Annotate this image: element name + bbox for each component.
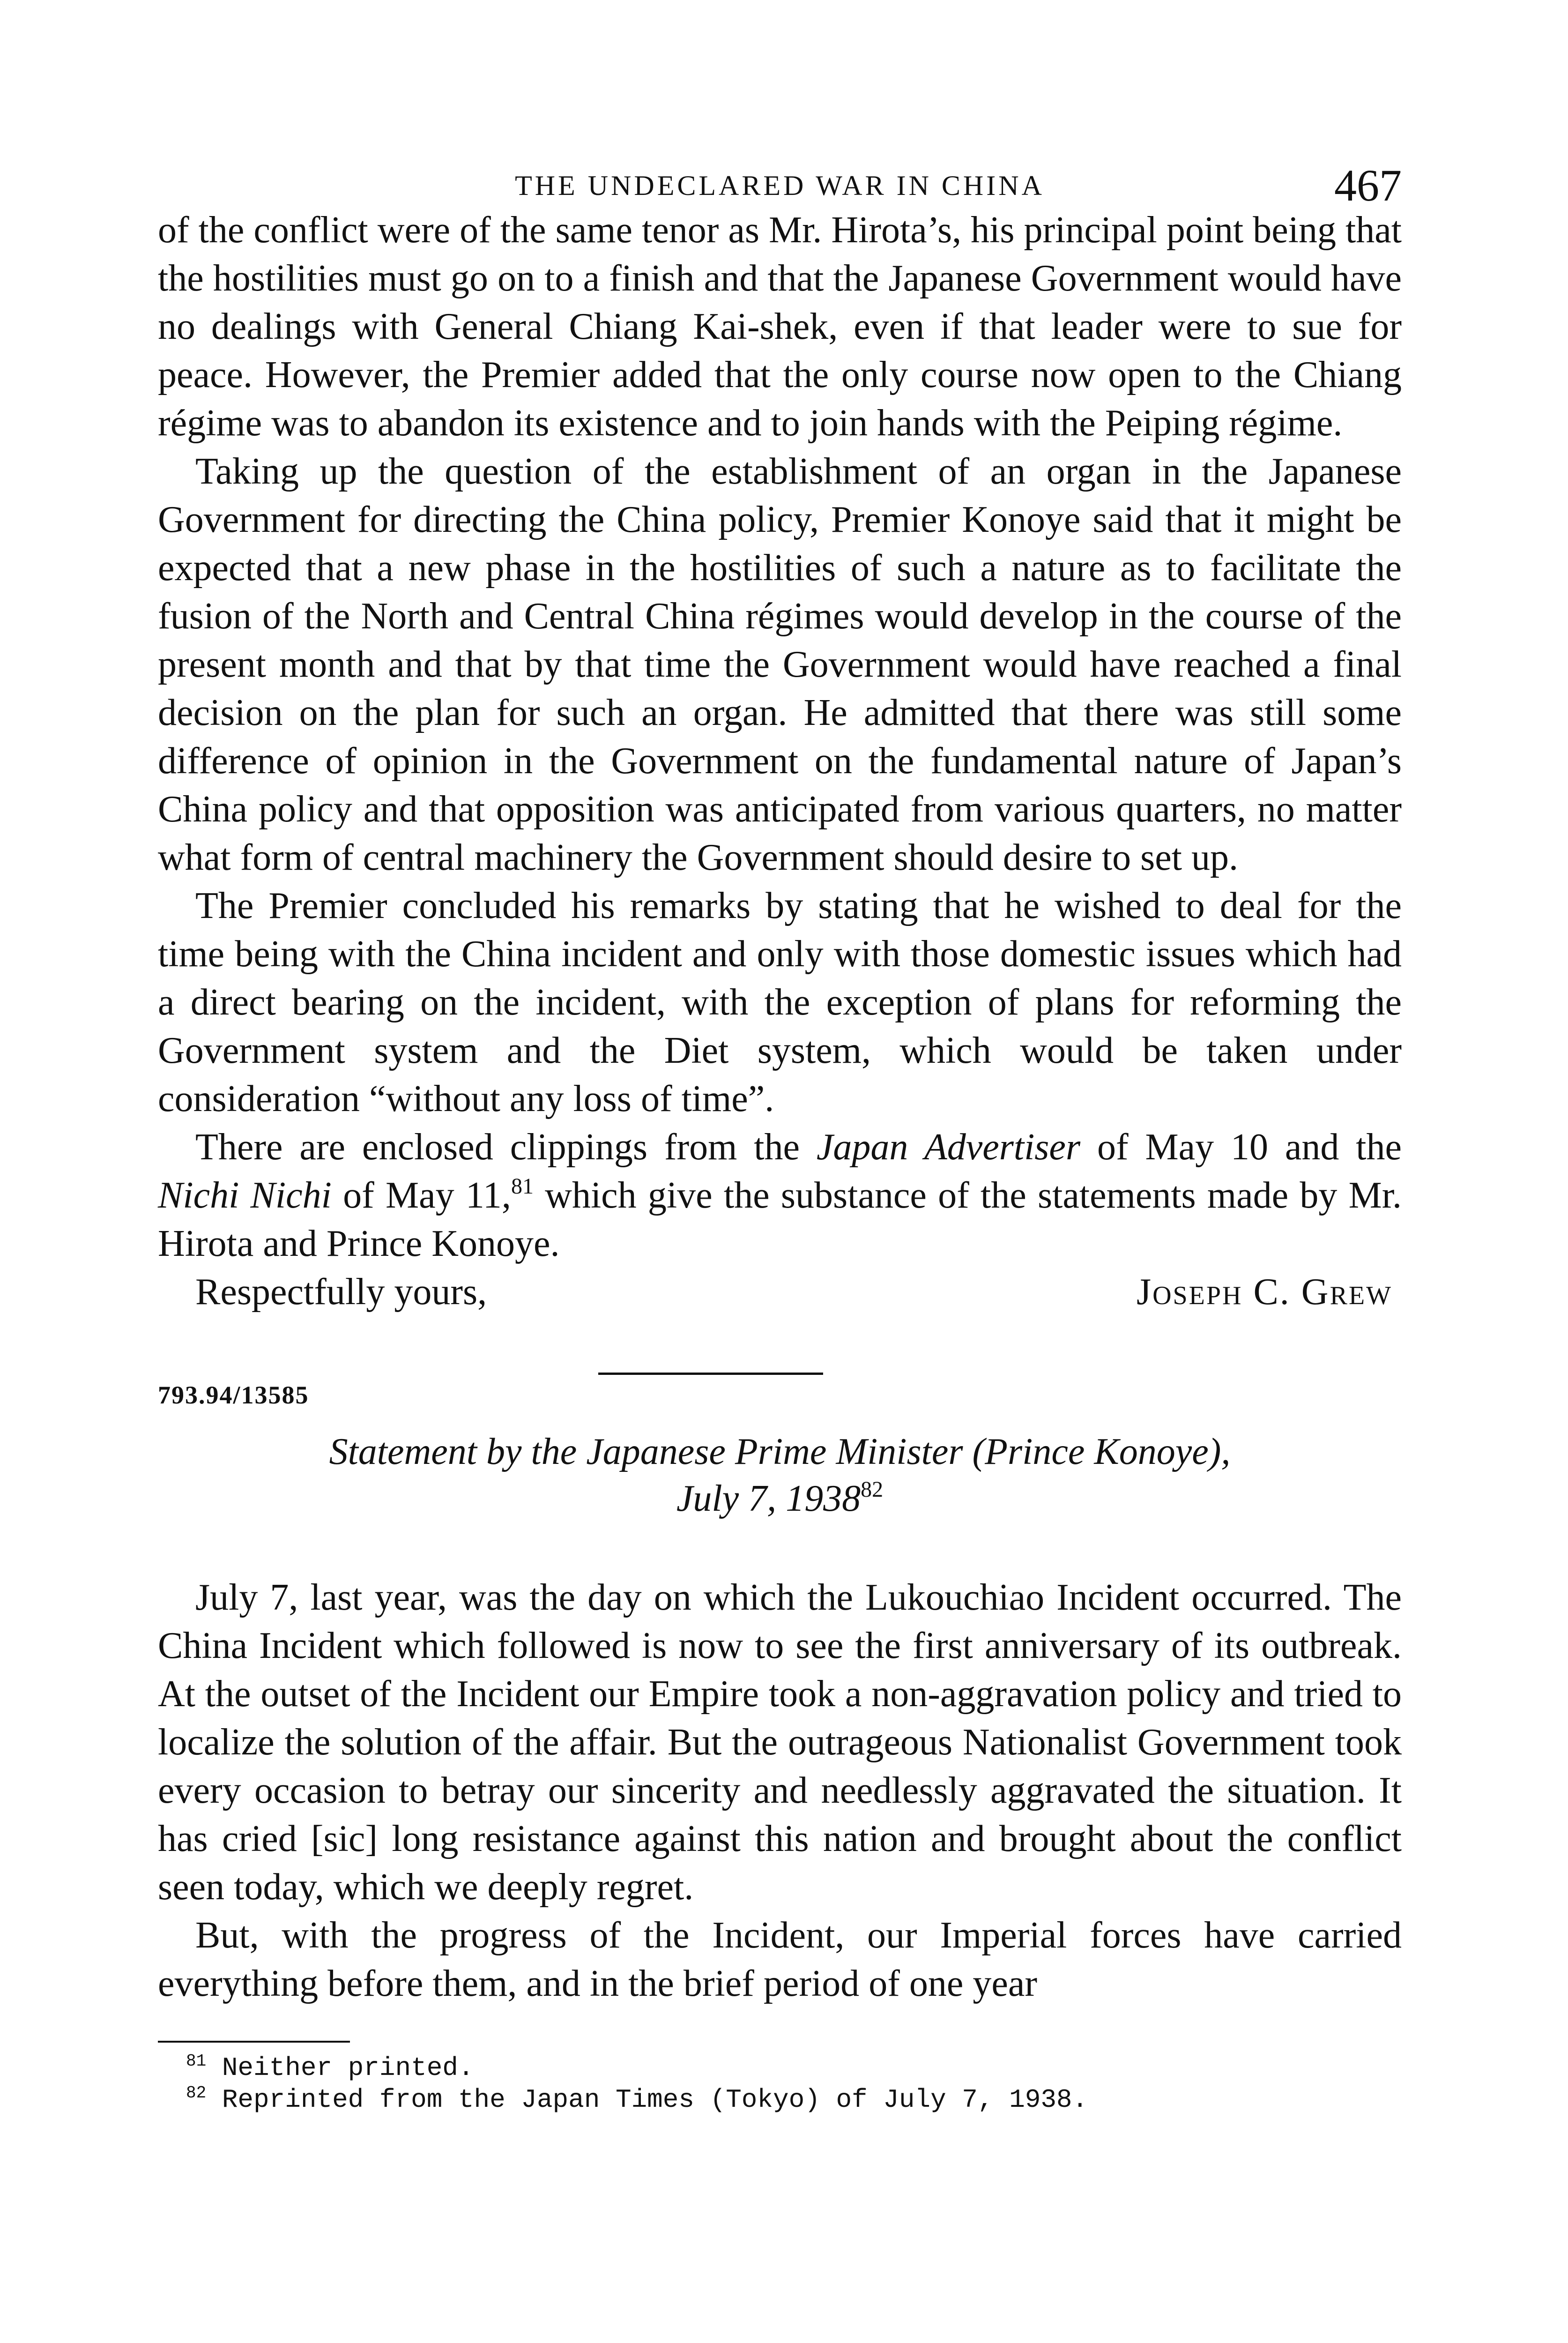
enclosure-text: of May 11, xyxy=(331,1175,511,1216)
signature: Joseph C. Grew xyxy=(1136,1271,1392,1313)
enclosure-text: There are enclosed clippings from the xyxy=(195,1127,817,1168)
closing: Respectfully yours, xyxy=(195,1271,487,1313)
enclosure-text: which give the substance of the statements made by Mr. Hirota and Prince Konoye. xyxy=(158,1175,1402,1264)
title-date: July 7, 1938 xyxy=(676,1478,861,1519)
paragraph: Taking up the question of the establishment of an organ in the Japanese Government for directing the China policy, Premier Konoye said that it might be expected that a new phase in the hostilities of such a nature as to facilitate the fusion of the North and Central China régimes would develop in the course of the present month and that by that time the Government would have reached a final decision on the plan for such an organ. He admitted that there was still some difference of opinion in the Government on the fundamental nature of Japan’s China policy and that opposition was anticipated from various quarters, no matter what form of central machinery the Government should desire to set up. xyxy=(158,451,1402,878)
footnote-ref: 82 xyxy=(861,1477,884,1502)
footnotes xyxy=(158,2052,1402,2116)
closing-line xyxy=(158,1268,1402,1316)
footnote-text: Neither printed. xyxy=(222,2053,474,2083)
footnote xyxy=(158,2084,1402,2116)
footnote-ref: 81 xyxy=(511,1174,534,1199)
paragraph: of the conflict were of the same tenor as Mr. Hirota’s, his principal point being that the hostilities must go on to a finish and that the Japanese Government would have no dealings with General Chiang Kai-shek, even if that leader were to sue for peace. However, the Premier added that the only course now open to the Chiang régime was to abandon its existence and to join hands with the Peiping régime. xyxy=(158,209,1402,444)
running-header xyxy=(158,141,1402,210)
paragraph: The Premier concluded his remarks by stating that he wished to deal for the time being with the China incident and only with those domestic issues which had a direct bearing on the incident, with the exception of plans for reforming the Government system and the Diet system, which would be taken under consideration “without any loss of time”. xyxy=(158,885,1402,1119)
footnote-marker: 81 xyxy=(186,2052,207,2071)
paragraph: But, with the progress of the Incident, our Imperial forces have carried everything before them, and in the brief period of one year xyxy=(158,1915,1402,2004)
enclosure-text: of May 10 and the xyxy=(1080,1127,1402,1168)
title-date-line xyxy=(158,1475,1402,1522)
footnote-divider xyxy=(158,2041,350,2043)
file-number: 793.94/13585 xyxy=(158,1381,309,1409)
statement-body xyxy=(158,1574,1402,2008)
document-title xyxy=(158,1428,1402,1522)
document-page xyxy=(158,141,1402,2343)
paragraph: July 7, last year, was the day on which the Lukouchiao Incident occurred. The China Incident which followed is now to see the first anniversary of its outbreak. At the outset of the Incident our Empire took a non-aggravation policy and tried to localize the solution of the affair. But the outrageous Nationalist Government took every occasion to betray our sincerity and needlessly aggravated the situation. It has cried [sic] long resistance against this nation and brought about the conflict seen today, which we deeply regret. xyxy=(158,1577,1402,1908)
newspaper-title: Japan Advertiser xyxy=(816,1127,1081,1168)
newspaper-title: Nichi Nichi xyxy=(158,1175,332,1216)
section-divider xyxy=(598,1373,823,1375)
page-number: 467 xyxy=(1334,160,1402,210)
running-title: THE UNDECLARED WAR IN CHINA xyxy=(515,170,1045,201)
letter-body xyxy=(158,206,1402,1316)
footnote xyxy=(158,2052,1402,2084)
enclosure-paragraph xyxy=(158,1123,1402,1268)
footnote-marker: 82 xyxy=(186,2083,207,2103)
title-line: Statement by the Japanese Prime Minister (Prince Konoye), xyxy=(329,1431,1231,1472)
footnote-text: Reprinted from the Japan Times (Tokyo) of July 7, 1938. xyxy=(222,2085,1088,2115)
